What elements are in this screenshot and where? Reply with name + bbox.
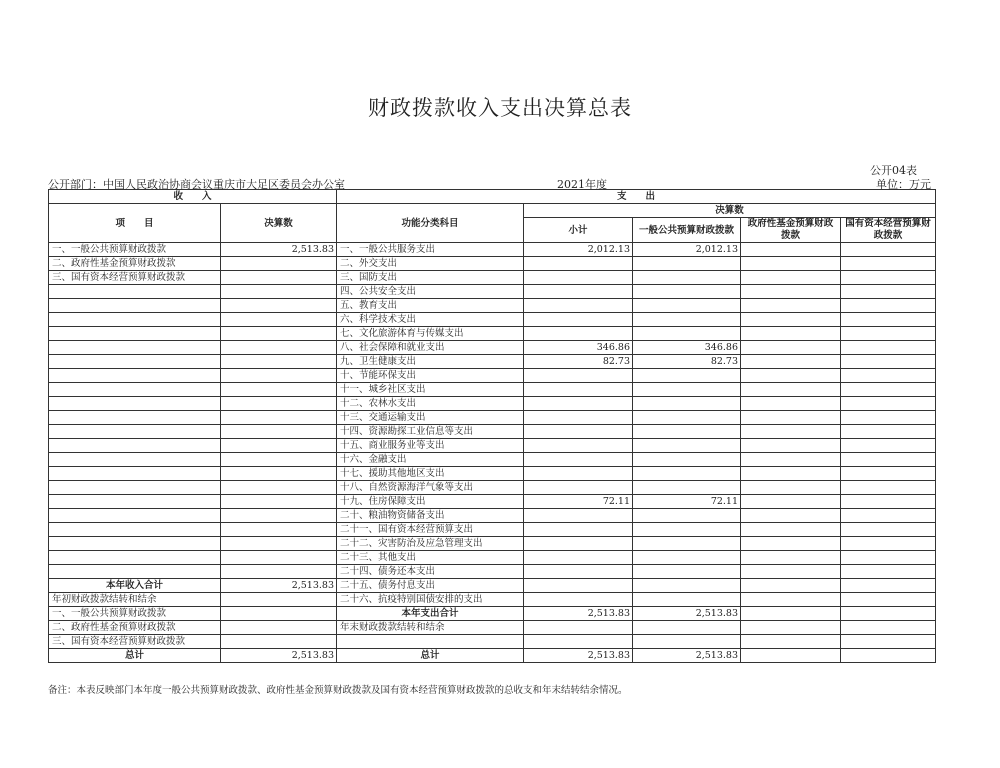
- table-row: [49, 635, 936, 649]
- subtotal-cell: [524, 425, 633, 439]
- subtotal-cell: [524, 551, 633, 565]
- state-capital-cell: [841, 313, 936, 327]
- gov-fund-cell: [741, 579, 841, 593]
- expense-subject-cell: 八、社会保障和就业支出: [337, 341, 524, 355]
- general-budget-cell: 2,513.83: [633, 649, 741, 663]
- expense-subject-cell: 二十五、债务付息支出: [337, 579, 524, 593]
- general-budget-cell: [633, 453, 741, 467]
- income-item-cell: [49, 425, 221, 439]
- income-amount-cell: [221, 369, 337, 383]
- table-row: [49, 495, 936, 509]
- income-amount-cell: [221, 509, 337, 523]
- general-budget-cell: [633, 411, 741, 425]
- gov-fund-cell: [741, 439, 841, 453]
- general-budget-cell: [633, 285, 741, 299]
- income-item-cell: [49, 495, 221, 509]
- subtotal-cell: [524, 453, 633, 467]
- income-amount-cell: [221, 537, 337, 551]
- expense-subject-cell: 总计: [337, 649, 524, 663]
- state-capital-cell: [841, 649, 936, 663]
- subtotal-cell: 72.11: [524, 495, 633, 509]
- subtotal-cell: [524, 327, 633, 341]
- income-item-cell: 二、政府性基金预算财政拨款: [49, 621, 221, 635]
- table-row: [49, 411, 936, 425]
- state-capital-cell: [841, 593, 936, 607]
- state-capital-cell: [841, 397, 936, 411]
- general-budget-cell: [633, 257, 741, 271]
- state-capital-cell: [841, 369, 936, 383]
- table-row: [49, 313, 936, 327]
- state-capital-cell: [841, 411, 936, 425]
- table-header-row: [49, 204, 936, 218]
- general-budget-cell: [633, 271, 741, 285]
- table-row: [49, 243, 936, 257]
- income-item-cell: [49, 509, 221, 523]
- table-row: [49, 453, 936, 467]
- subtotal-cell: [524, 411, 633, 425]
- income-item-cell: [49, 341, 221, 355]
- income-amount-cell: [221, 313, 337, 327]
- table-row: [49, 425, 936, 439]
- state-capital-cell: [841, 565, 936, 579]
- state-capital-cell: [841, 243, 936, 257]
- gov-fund-header: 政府性基金预算财政拨款: [741, 218, 841, 243]
- general-budget-cell: [633, 635, 741, 649]
- income-amount-cell: [221, 593, 337, 607]
- income-item-cell: [49, 439, 221, 453]
- gov-fund-cell: [741, 397, 841, 411]
- gov-fund-cell: [741, 425, 841, 439]
- gov-fund-cell: [741, 565, 841, 579]
- expense-subject-cell: 十二、农林水支出: [337, 397, 524, 411]
- general-budget-cell: [633, 397, 741, 411]
- expense-subject-cell: 七、文化旅游体育与传媒支出: [337, 327, 524, 341]
- state-capital-cell: [841, 551, 936, 565]
- general-budget-cell: [633, 369, 741, 383]
- expense-subject-cell: 二十六、抗疫特别国债安排的支出: [337, 593, 524, 607]
- table-row: [49, 327, 936, 341]
- subtotal-cell: [524, 397, 633, 411]
- gov-fund-cell: [741, 467, 841, 481]
- expense-subject-cell: 十四、资源勘探工业信息等支出: [337, 425, 524, 439]
- expense-subject-cell: 三、国防支出: [337, 271, 524, 285]
- footnote: 备注：本表反映部门本年度一般公共预算财政拨款、政府性基金预算财政拨款及国有资本经营预算财政拨款的总收支和年末结转结余情况。: [48, 685, 628, 696]
- income-item-cell: [49, 369, 221, 383]
- general-budget-cell: [633, 593, 741, 607]
- income-amount-cell: [221, 257, 337, 271]
- income-item-cell: [49, 467, 221, 481]
- table-row: [49, 271, 936, 285]
- income-item-cell: 三、国有资本经营预算财政拨款: [49, 635, 221, 649]
- gov-fund-cell: [741, 509, 841, 523]
- state-capital-cell: [841, 495, 936, 509]
- gov-fund-cell: [741, 453, 841, 467]
- expense-subject-cell: 十七、援助其他地区支出: [337, 467, 524, 481]
- state-capital-cell: [841, 299, 936, 313]
- subtotal-cell: [524, 313, 633, 327]
- gov-fund-cell: [741, 355, 841, 369]
- expense-header: 支 出: [337, 190, 936, 204]
- table-row: [49, 397, 936, 411]
- general-budget-cell: 2,513.83: [633, 607, 741, 621]
- expense-subject-cell: 二十、粮油物资储备支出: [337, 509, 524, 523]
- table-row: [49, 467, 936, 481]
- form-number: 公开04表: [870, 164, 917, 177]
- state-capital-cell: [841, 579, 936, 593]
- state-capital-cell: [841, 257, 936, 271]
- general-budget-cell: [633, 537, 741, 551]
- item-header: 项 目: [49, 204, 221, 243]
- state-capital-cell: [841, 481, 936, 495]
- expense-subject-cell: 五、教育支出: [337, 299, 524, 313]
- general-budget-cell: [633, 509, 741, 523]
- expense-subject-cell: 十九、住房保障支出: [337, 495, 524, 509]
- subtotal-cell: [524, 593, 633, 607]
- table-row: [49, 299, 936, 313]
- income-item-cell: [49, 523, 221, 537]
- income-item-cell: [49, 313, 221, 327]
- expense-subject-cell: 九、卫生健康支出: [337, 355, 524, 369]
- table-row: [49, 439, 936, 453]
- table-row: [49, 537, 936, 551]
- expense-subject-cell: 一、一般公共服务支出: [337, 243, 524, 257]
- general-budget-cell: [633, 551, 741, 565]
- income-amount-cell: [221, 299, 337, 313]
- general-budget-header: 一般公共预算财政拨款: [633, 218, 741, 243]
- expense-subject-cell: 十一、城乡社区支出: [337, 383, 524, 397]
- state-capital-cell: [841, 467, 936, 481]
- income-item-cell: 二、政府性基金预算财政拨款: [49, 257, 221, 271]
- income-amount-cell: [221, 425, 337, 439]
- general-budget-cell: 2,012.13: [633, 243, 741, 257]
- general-budget-cell: [633, 523, 741, 537]
- subtotal-cell: [524, 579, 633, 593]
- income-item-cell: [49, 355, 221, 369]
- general-budget-cell: [633, 621, 741, 635]
- income-item-cell: 三、国有资本经营预算财政拨款: [49, 271, 221, 285]
- income-amount-cell: [221, 285, 337, 299]
- gov-fund-cell: [741, 327, 841, 341]
- subtotal-cell: [524, 439, 633, 453]
- fiscal-year: 2021年度: [557, 178, 607, 191]
- table-row: [49, 341, 936, 355]
- general-budget-cell: [633, 579, 741, 593]
- income-amount-cell: [221, 565, 337, 579]
- income-amount-cell: 2,513.83: [221, 243, 337, 257]
- table-row: [49, 481, 936, 495]
- table-row: [49, 621, 936, 635]
- income-item-cell: [49, 481, 221, 495]
- final-amount-header: 决算数: [221, 204, 337, 243]
- income-amount-cell: [221, 383, 337, 397]
- general-budget-cell: [633, 299, 741, 313]
- table-row: [49, 285, 936, 299]
- table-row: [49, 257, 936, 271]
- income-amount-cell: [221, 495, 337, 509]
- subtotal-cell: 82.73: [524, 355, 633, 369]
- gov-fund-cell: [741, 299, 841, 313]
- gov-fund-cell: [741, 551, 841, 565]
- gov-fund-cell: [741, 495, 841, 509]
- income-item-cell: [49, 383, 221, 397]
- table-row: [49, 649, 936, 663]
- subtotal-cell: [524, 635, 633, 649]
- income-item-cell: [49, 551, 221, 565]
- subtotal-cell: 346.86: [524, 341, 633, 355]
- gov-fund-cell: [741, 285, 841, 299]
- table-row: [49, 551, 936, 565]
- subtotal-cell: [524, 257, 633, 271]
- gov-fund-cell: [741, 593, 841, 607]
- gov-fund-cell: [741, 257, 841, 271]
- income-amount-cell: [221, 467, 337, 481]
- income-item-cell: 年初财政拨款结转和结余: [49, 593, 221, 607]
- state-capital-cell: [841, 285, 936, 299]
- income-amount-cell: [221, 607, 337, 621]
- expense-subject-cell: 二十三、其他支出: [337, 551, 524, 565]
- final-amount-header-2: 决算数: [524, 204, 936, 218]
- expense-subject-cell: 六、科学技术支出: [337, 313, 524, 327]
- subtotal-cell: [524, 369, 633, 383]
- subtotal-cell: [524, 271, 633, 285]
- subtotal-cell: [524, 383, 633, 397]
- table-row: [49, 523, 936, 537]
- general-budget-cell: 82.73: [633, 355, 741, 369]
- income-item-cell: [49, 453, 221, 467]
- state-capital-cell: [841, 607, 936, 621]
- table-row: [49, 579, 936, 593]
- subtotal-cell: 2,513.83: [524, 649, 633, 663]
- gov-fund-cell: [741, 271, 841, 285]
- state-capital-cell: [841, 439, 936, 453]
- fiscal-appropriation-table: [48, 189, 936, 663]
- state-capital-cell: [841, 621, 936, 635]
- table-row: [49, 369, 936, 383]
- income-amount-cell: [221, 453, 337, 467]
- general-budget-cell: [633, 313, 741, 327]
- income-amount-cell: [221, 621, 337, 635]
- state-capital-cell: [841, 383, 936, 397]
- gov-fund-cell: [741, 481, 841, 495]
- gov-fund-cell: [741, 649, 841, 663]
- income-amount-cell: [221, 481, 337, 495]
- gov-fund-cell: [741, 243, 841, 257]
- income-item-cell: [49, 299, 221, 313]
- expense-subject-cell: 二十四、债务还本支出: [337, 565, 524, 579]
- income-amount-cell: [221, 439, 337, 453]
- expense-subject-cell: 十五、商业服务业等支出: [337, 439, 524, 453]
- expense-subject-cell: 十、节能环保支出: [337, 369, 524, 383]
- general-budget-cell: [633, 467, 741, 481]
- subtotal-cell: 2,513.83: [524, 607, 633, 621]
- gov-fund-cell: [741, 369, 841, 383]
- general-budget-cell: [633, 425, 741, 439]
- subtotal-cell: [524, 509, 633, 523]
- income-amount-cell: [221, 341, 337, 355]
- subtotal-cell: [524, 523, 633, 537]
- unit-label: 单位：万元: [876, 178, 931, 191]
- income-item-cell: [49, 285, 221, 299]
- state-capital-cell: [841, 271, 936, 285]
- state-capital-cell: [841, 425, 936, 439]
- subtotal-header: 小计: [524, 218, 633, 243]
- income-item-cell: 一、一般公共预算财政拨款: [49, 607, 221, 621]
- table-row: [49, 607, 936, 621]
- income-amount-cell: [221, 271, 337, 285]
- table-header-row: [49, 190, 936, 204]
- income-amount-cell: [221, 411, 337, 425]
- subtotal-cell: [524, 537, 633, 551]
- func-subject-header: 功能分类科目: [337, 204, 524, 243]
- income-amount-cell: [221, 635, 337, 649]
- income-amount-cell: [221, 551, 337, 565]
- income-header: 收 入: [49, 190, 337, 204]
- gov-fund-cell: [741, 523, 841, 537]
- income-item-cell: [49, 327, 221, 341]
- expense-subject-cell: 十八、自然资源海洋气象等支出: [337, 481, 524, 495]
- subtotal-cell: [524, 481, 633, 495]
- general-budget-cell: [633, 383, 741, 397]
- general-budget-cell: 346.86: [633, 341, 741, 355]
- subtotal-cell: [524, 299, 633, 313]
- income-amount-cell: [221, 327, 337, 341]
- income-item-cell: [49, 411, 221, 425]
- subtotal-cell: [524, 565, 633, 579]
- income-amount-cell: 2,513.83: [221, 649, 337, 663]
- expense-subject-cell: 四、公共安全支出: [337, 285, 524, 299]
- gov-fund-cell: [741, 411, 841, 425]
- gov-fund-cell: [741, 383, 841, 397]
- income-item-cell: [49, 397, 221, 411]
- income-item-cell: [49, 537, 221, 551]
- gov-fund-cell: [741, 537, 841, 551]
- state-capital-cell: [841, 523, 936, 537]
- state-capital-cell: [841, 537, 936, 551]
- department-label: 公开部门：中国人民政治协商会议重庆市大足区委员会办公室: [48, 178, 345, 191]
- expense-subject-cell: 年末财政拨款结转和结余: [337, 621, 524, 635]
- gov-fund-cell: [741, 635, 841, 649]
- income-item-cell: [49, 565, 221, 579]
- page-title: 财政拨款收入支出决算总表: [368, 96, 632, 120]
- general-budget-cell: 72.11: [633, 495, 741, 509]
- expense-subject-cell: 二十二、灾害防治及应急管理支出: [337, 537, 524, 551]
- state-capital-cell: [841, 509, 936, 523]
- state-capital-cell: [841, 355, 936, 369]
- state-capital-cell: [841, 341, 936, 355]
- table-row: [49, 565, 936, 579]
- table-row: [49, 355, 936, 369]
- general-budget-cell: [633, 565, 741, 579]
- income-amount-cell: 2,513.83: [221, 579, 337, 593]
- expense-subject-cell: 本年支出合计: [337, 607, 524, 621]
- income-amount-cell: [221, 355, 337, 369]
- expense-subject-cell: 十六、金融支出: [337, 453, 524, 467]
- state-capital-cell: [841, 453, 936, 467]
- income-amount-cell: [221, 397, 337, 411]
- expense-subject-cell: 二、外交支出: [337, 257, 524, 271]
- state-capital-cell: [841, 635, 936, 649]
- gov-fund-cell: [741, 341, 841, 355]
- state-capital-cell: [841, 327, 936, 341]
- subtotal-cell: [524, 467, 633, 481]
- subtotal-cell: 2,012.13: [524, 243, 633, 257]
- income-amount-cell: [221, 523, 337, 537]
- table-row: [49, 509, 936, 523]
- income-item-cell: 一、一般公共预算财政拨款: [49, 243, 221, 257]
- general-budget-cell: [633, 481, 741, 495]
- state-capital-header: 国有资本经营预算财政拨款: [841, 218, 936, 243]
- expense-subject-cell: 十三、交通运输支出: [337, 411, 524, 425]
- subtotal-cell: [524, 621, 633, 635]
- table-row: [49, 383, 936, 397]
- subtotal-cell: [524, 285, 633, 299]
- gov-fund-cell: [741, 313, 841, 327]
- gov-fund-cell: [741, 607, 841, 621]
- table-row: [49, 593, 936, 607]
- expense-subject-cell: [337, 635, 524, 649]
- expense-subject-cell: 二十一、国有资本经营预算支出: [337, 523, 524, 537]
- gov-fund-cell: [741, 621, 841, 635]
- income-item-cell: 本年收入合计: [49, 579, 221, 593]
- general-budget-cell: [633, 439, 741, 453]
- income-item-cell: 总计: [49, 649, 221, 663]
- general-budget-cell: [633, 327, 741, 341]
